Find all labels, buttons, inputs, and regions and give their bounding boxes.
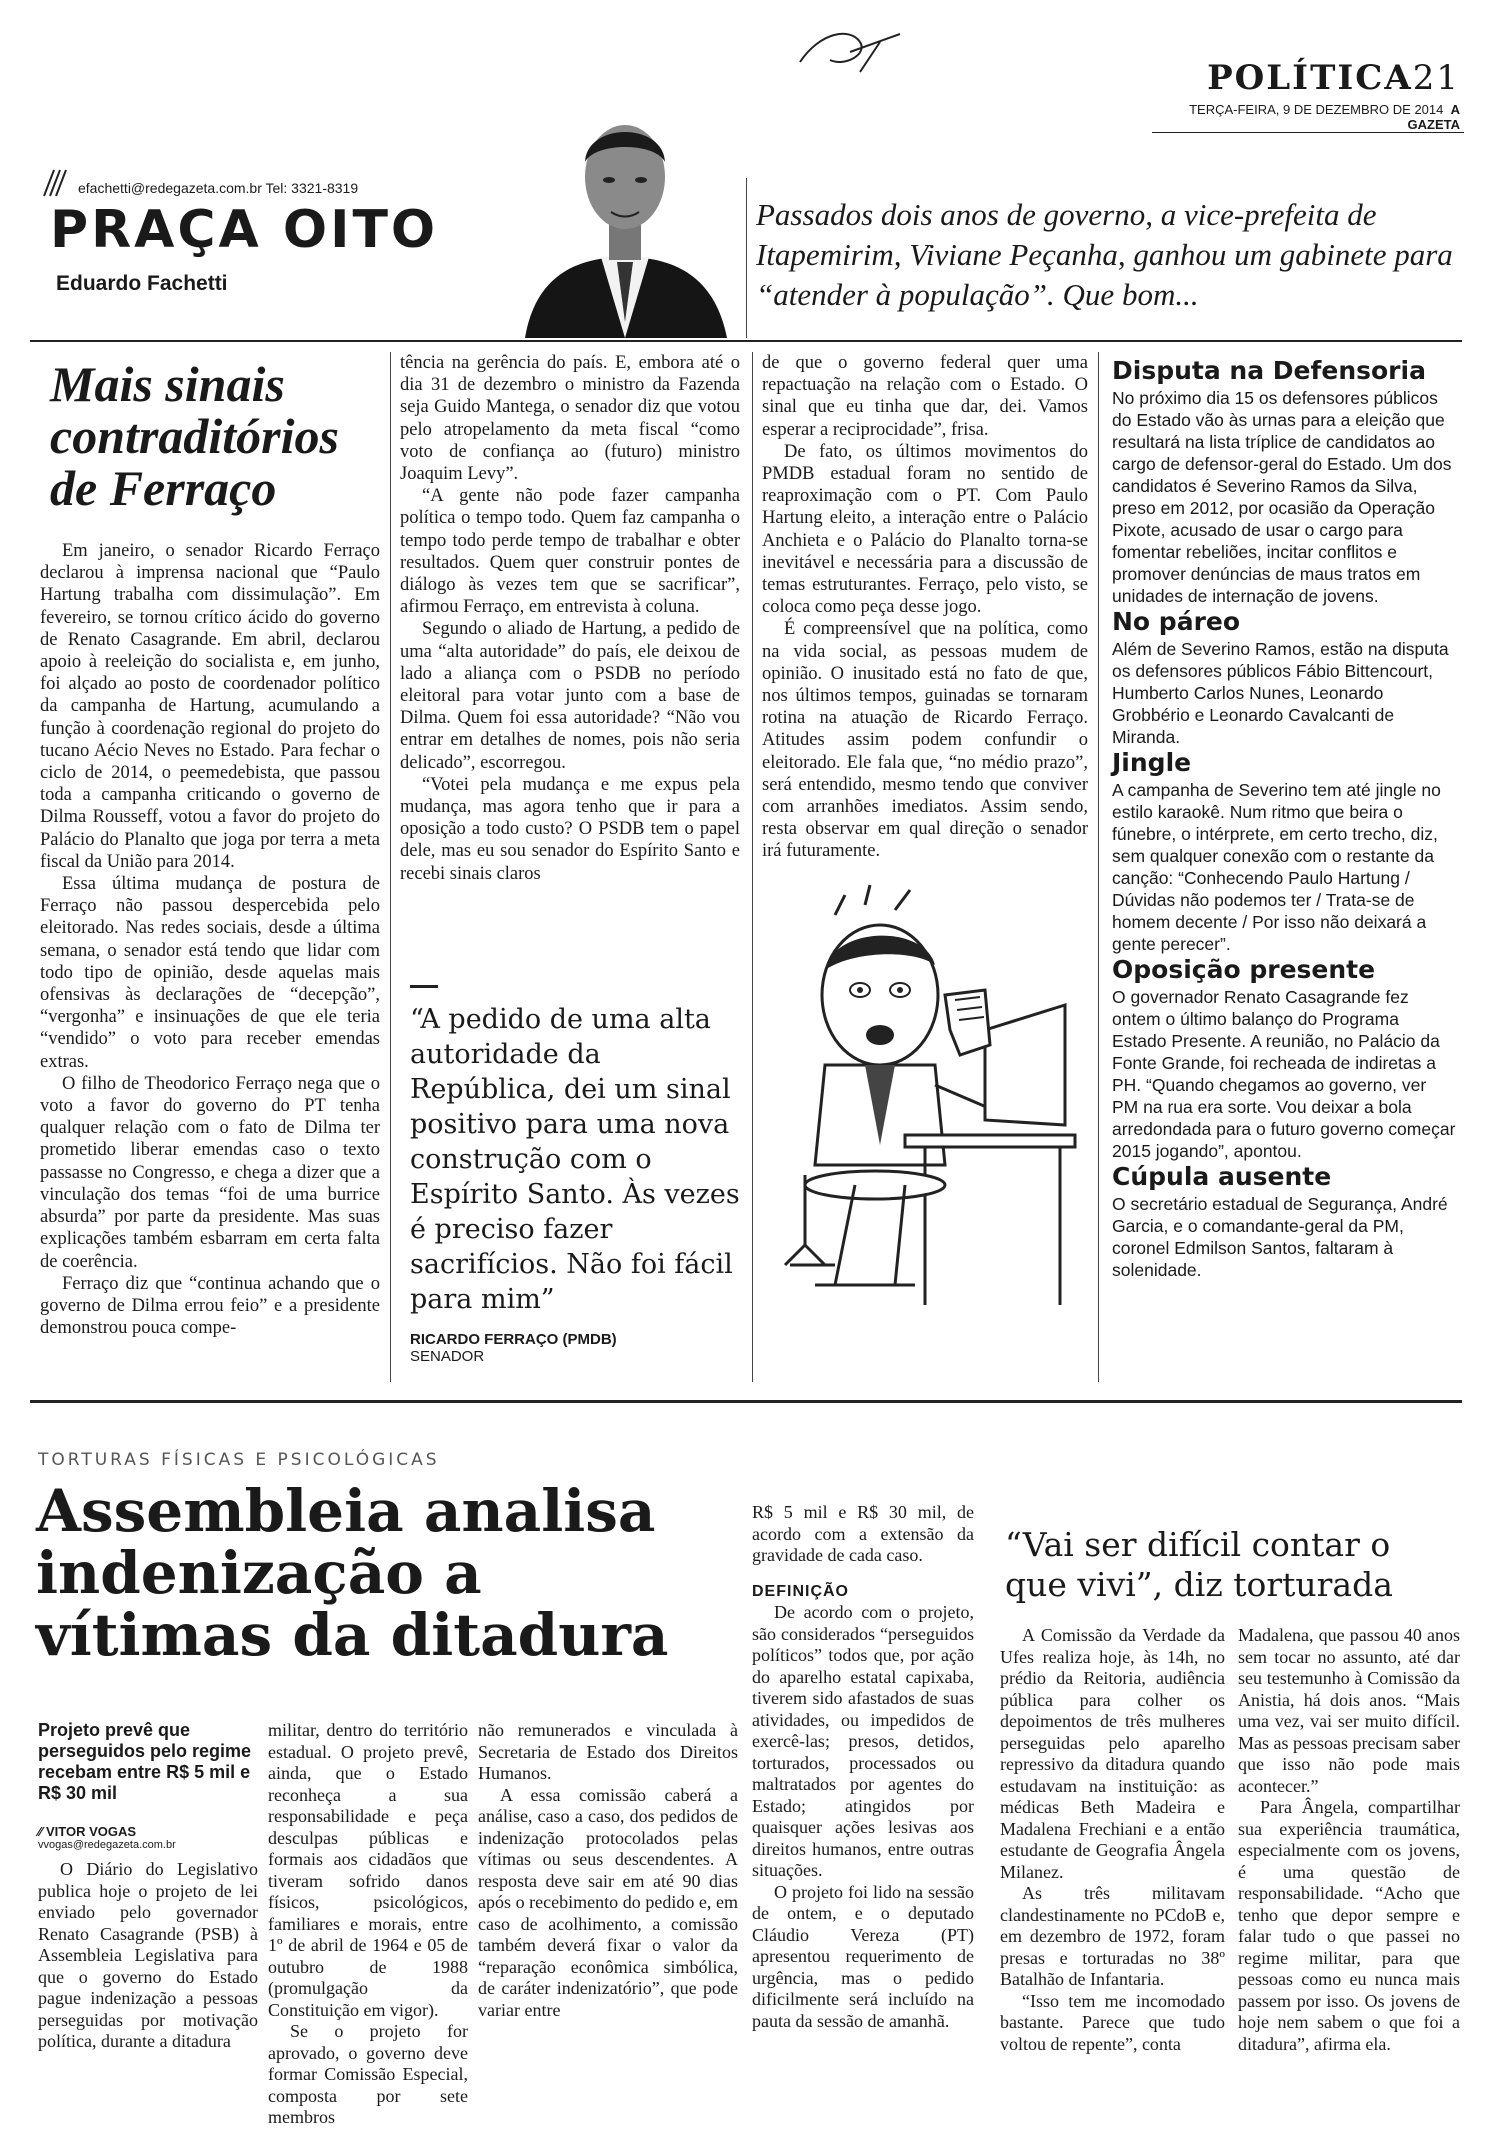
handwritten-signature	[790, 22, 910, 92]
paragraph: militar, dentro do território estadual. O projeto prevê, ainda, que o Estado reconheça a sua responsabilidade e peça desculpas públicas e formais aos cidadãos que tiveram sofrido danos físicos, psicológicos, familiares e morais, entre 1º de abril de 1964 e 05 de outubro de 1988 (promulgação da Constituição em vigor).	[268, 1720, 468, 2020]
date: TERÇA-FEIRA, 9 DE DEZEMBRO DE 2014	[1189, 102, 1444, 117]
paragraph: De fato, os últimos movimentos do PMDB estadual foram no sentido de reaproximação com o PT. Com Paulo Hartung eleito, a interação entre o Palácio Anchieta e o Palácio do Planalto torna-se inevitável e necessária para a discussão de temas estruturantes. Ferraço, pelo visto, se coloca como peça desse jogo.	[762, 441, 1088, 618]
main-article-col1	[40, 540, 380, 1339]
column-divider	[1098, 352, 1099, 1382]
sidebar-title: No páreo	[1112, 607, 1241, 636]
column-author: Eduardo Fachetti	[56, 272, 228, 295]
sidebar-item	[1112, 607, 1457, 748]
sidebar-title: Disputa na Defensoria	[1112, 356, 1426, 385]
column-divider	[752, 352, 753, 1382]
pull-quote-text: “A pedido de uma alta autoridade da República, dei um sinal positivo para uma nova construção com o Espírito Santo. Às vezes é preciso fazer sacrifícios. Não foi fácil para mim”	[410, 1004, 740, 1315]
paragraph: Ferraço diz que “continua achando que o governo de Dilma errou feio” e a presidente demonstrou pouca compe-	[40, 1273, 380, 1339]
paragraph: A Comissão da Verdade da Ufes realiza hoje, às 14h, no prédio da Reitoria, audiência pública para colher os depoimentos de três mulheres perseguidas pelo aparelho repressivo da ditadura quando estudavam na instituição: as médicas Beth Madeira e Madalena Frechiani e a então estudante de Geografia Ângela Milanez.	[1000, 1625, 1225, 1882]
sidebar-item	[1112, 955, 1457, 1162]
sidebar-title: Jingle	[1112, 748, 1192, 777]
column-divider	[390, 352, 391, 1382]
paragraph: Madalena, que passou 40 anos sem tocar no assunto, até dar seu testemunho à Comissão da Anistia, há dois anos. “Mais uma vez, vai ser muito difícil. Mas as pessoas precisam saber que isso não pode mais acontecer.”	[1238, 1625, 1460, 1796]
paragraph: De acordo com o projeto, são considerados “perseguidos políticos” todos que, por ação do aparelho estatal capixaba, tiverem sido afastados de suas atividades, ou impedidos de exercê-las; presos, detidos, torturados, processados ou maltratados por agentes do Estado; atingidos por quaisquer ações lesivas aos direitos humanos, entre outras situações.	[752, 1602, 974, 1880]
bottom-article-col4	[752, 1502, 974, 2032]
sidebar-item	[1112, 356, 1457, 607]
cartoon-illustration	[775, 885, 1085, 1370]
teaser-divider	[746, 178, 747, 338]
paragraph: Segundo o aliado de Hartung, a pedido de uma “alta autoridade” do país, ele deixou de lado a aliança com o PSDB no período eleitoral para votar junto com a base de Dilma. Quem foi essa autoridade? “Não vou entrar em detalhes de nomes, pois não seria delicado”, escorregou.	[400, 619, 740, 773]
pull-quote	[400, 985, 740, 1365]
bottom-deck: Projeto prevê que perseguidos pelo regime recebam entre R$ 5 mil e R$ 30 mil	[38, 1720, 252, 1803]
paragraph: “Votei pela mudança e me expus pela mudança, mas agora tenho que ir para a oposição a todo custo? O PSDB tem o papel dele, mas eu sou senador do Espírito Santo e recebi sinais claros	[400, 774, 740, 884]
byline	[38, 1824, 258, 1839]
masthead-rule	[30, 340, 1462, 342]
sidebar-title: Cúpula ausente	[1112, 1162, 1332, 1191]
sidebar-text: O secretário estadual de Segurança, André Garcia, e o comandante-geral da PM, coronel Edmilson Santos, faltaram à solenidade.	[1112, 1194, 1448, 1280]
sidebar-text: A campanha de Severino tem até jingle no estilo karaokê. Num ritmo que beira o fúnebre, o intérprete, em certo trecho, diz, sem qualquer conexão com o restante da canção: “Conhecendo Paulo Hartung / Dúvidas não podemos ter / Trata-se de homem decente / Por isso não deixará a gente perecer”.	[1112, 780, 1441, 954]
paragraph: Essa última mudança de postura de Ferraço não passou despercebida pelo eleitorado. Nas redes sociais, desde a última semana, o senador está tendo que lidar com todo tipo de opinião, desde aquelas mais ofensivas às declarações de “decepção”, “vergonha” e insinuações de que ele teria “vendido” o voto para receber emendas extras.	[40, 874, 380, 1072]
page-header	[1140, 58, 1460, 138]
paper-name: A GAZETA	[1407, 102, 1460, 132]
byline-icon: ⁄⁄	[38, 1824, 46, 1839]
bottom-kicker: TORTURAS FÍSICAS E PSICOLÓGICAS	[38, 1450, 440, 1470]
main-headline: Mais sinais contraditórios de Ferraço	[50, 356, 339, 516]
paragraph: R$ 5 mil e R$ 30 mil, de acordo com a extensão da gravidade de cada caso.	[752, 1502, 974, 1565]
main-article-col2	[400, 352, 740, 885]
sidebar-item	[1112, 748, 1457, 955]
bottom-article-col3	[478, 1720, 738, 2021]
second-article-col1	[1000, 1625, 1225, 2055]
paragraph: Em janeiro, o senador Ricardo Ferraço declarou à imprensa nacional que “Paulo Hartung trabalha com dissimulação”. Em fevereiro, se tornou crítico ácido do governo de Renato Casagrande. Em abril, declarou apoio à reeleição do socialista e, em junho, foi alçado ao posto de coordenador político da campanha de Hartung, acumulando a função à coordenação regional do projeto do tucano Aécio Neves no Estado. Para fechar o ciclo de 2014, o peemedebista, que passou toda a campanha criticando o governo de Dilma Rousseff, votou a favor do projeto do Palácio do Planalto que joga por terra a meta fiscal da União para 2014.	[40, 541, 380, 872]
paragraph: “Isso tem me incomodado bastante. Parece que tudo voltou de repente”, conta	[1000, 1990, 1225, 2054]
main-article-col3	[762, 352, 1088, 863]
paragraph: As três militavam clandestinamente no PCdoB e, em dezembro de 1972, foram presas e torturadas no 38º Batalhão de Infantaria.	[1000, 1883, 1225, 1989]
subhead-definicao: DEFINIÇÃO	[752, 1582, 849, 1600]
paragraph: O Diário do Legislativo publica hoje o projeto de lei enviado pelo governador Renato Casagrande (PSB) à Assembleia Legislativa para que o governo do Estado pague indenização a pessoas perseguidas por motivação política, durante a ditadura	[38, 1859, 258, 2051]
bottom-deck-block	[38, 1720, 258, 2053]
paragraph: de que o governo federal quer uma repactuação na relação com o Estado. O sinal que eu tinha que dar, dei. Vamos esperar a reciprocidade”, frisa.	[762, 353, 1088, 440]
paragraph: tência na gerência do país. E, embora até o dia 31 de dezembro o ministro da Fazenda seja Guido Mantega, o senador diz que votou pelo atropelamento da meta fiscal “como voto de confiança ao (futuro) ministro Joaquim Levy”.	[400, 353, 740, 485]
pull-quote-role: SENADOR	[410, 1348, 485, 1365]
section-title: POLÍTICA21	[1207, 58, 1460, 98]
paragraph: Para Ângela, compartilhar sua experiência traumática, especialmente com os jovens, é uma questão de responsabilidade. “Acho que tenho que depor sempre e falar tudo o que passei no regime militar, para que pessoas como eu nunca mais passem por isso. Os jovens de hoje nem sabem o que foi a ditadura”, afirma ela.	[1238, 1797, 1460, 2054]
sidebar-text: O governador Renato Casagrande fez ontem o último balanço do Programa Estado Presente. A reunião, no Palácio da Fonte Grande, foi recheada de indiretas a PH. “Quando chegamos ao governo, ver PM na rua era sorte. Vou deixar a bola arredondada para o futuro governo começar 2015 jogando”, apontou.	[1112, 987, 1456, 1161]
column-logo-icon	[40, 166, 70, 198]
column-teaser: Passados dois anos de governo, a vice-prefeita de Itapemirim, Viviane Peçanha, ganhou um gabinete para “atender à população”. Que bom...	[756, 197, 1453, 312]
sidebar-text: No próximo dia 15 os defensores públicos do Estado vão às urnas para a eleição que resultará na lista tríplice de candidatos ao cargo de defensor-geral do Estado. Um dos candidatos é Severino Ramos da Silva, preso em 2012, por ocasião da Operação Pixote, acusado de usar o cargo para fomentar rebeliões, incitar conflitos e promover denúncias de maus tratos em unidades de internação de jovens.	[1112, 388, 1452, 606]
column-contact: efachetti@redegazeta.com.br Tel: 3321-8319	[78, 180, 359, 196]
paragraph: A essa comissão caberá a análise, caso a caso, dos pedidos de indenização protocolados pelas vítimas ou seus descendentes. A resposta deve sair em até 90 dias após o recebimento do pedido e, em caso de acolhimento, a comissão também deverá fixar o valor da “reparação econômica simbólica, de caráter indenizatório”, que pode variar entre	[478, 1784, 738, 2020]
bottom-article-col1	[38, 1859, 258, 2053]
page-number: 21	[1412, 58, 1460, 98]
byline-name: VITOR VOGAS	[45, 1824, 137, 1839]
sidebar-title: Oposição presente	[1112, 955, 1376, 984]
paragraph: É compreensível que na política, como na vida social, as pessoas mudem de opinião. O inusitado está no fato de que, nos últimos tempos, guinadas se tornaram rotina na atuação de Ricardo Ferraço. Atitudes assim podem confundir o eleitorado. Ele fala que, “no médio prazo”, será entendido, mesmo tendo que conviver com arranhões imediatos. Assim sendo, resta observar em qual direção o senador irá futuramente.	[762, 619, 1088, 862]
sidebar-notes	[1112, 356, 1457, 1281]
dateline	[1140, 102, 1460, 132]
column-title: PRAÇA OITO	[50, 200, 439, 260]
paragraph: não remunerados e vinculada à Secretaria de Estado dos Direitos Humanos.	[478, 1720, 738, 1783]
sidebar-text: Além de Severino Ramos, estão na disputa os defensores públicos Fábio Bittencourt, Humberto Carlos Nunes, Leonardo Grobbério e Leonardo Cavalcanti de Miranda.	[1112, 639, 1449, 747]
second-article-col2	[1238, 1625, 1460, 2055]
paragraph: Se o projeto for aprovado, o governo deve formar Comissão Especial, composta por sete membros	[268, 2021, 468, 2127]
section-rule	[30, 1400, 1462, 1403]
bottom-headline: Assembleia analisa indenização a vítimas da ditadura	[36, 1477, 669, 1669]
paragraph: O filho de Theodorico Ferraço nega que o voto a favor do governo do PT tenha qualquer relação com o fato de Dilma ter prometido liberar emendas caso o texto passasse no Congresso, e chega a dizer que a vinculação dos temas “foi de uma burrice absurda” por parte da presidente. Mas suas explicações também esbarram em certa falta de coerência.	[40, 1073, 380, 1272]
header-rule	[1152, 132, 1464, 133]
paragraph: “A gente não pode fazer campanha política o tempo todo. Quem faz campanha o tempo todo perde tempo de trabalhar e obter resultados. Quem quer construir pontes de diálogo às vezes tem que se sacrificar”, afirmou Ferraço, em entrevista à coluna.	[400, 486, 740, 618]
columnist-photo	[505, 92, 745, 338]
bottom-article-col2	[268, 1720, 468, 2129]
byline-email: vvogas@redegazeta.com.br	[38, 1839, 176, 1851]
sidebar-item	[1112, 1162, 1457, 1281]
paragraph: O projeto foi lido na sessão de ontem, e o deputado Cláudio Vereza (PT) apresentou requerimento de urgência, mas o pedido dificilmente será incluído na pauta da sessão de amanhã.	[752, 1881, 974, 2031]
pull-quote-rule	[410, 985, 438, 988]
second-headline: “Vai ser difícil contar o que vivi”, diz torturada	[1005, 1525, 1393, 1604]
pull-quote-name: RICARDO FERRAÇO (PMDB)	[410, 1331, 617, 1348]
